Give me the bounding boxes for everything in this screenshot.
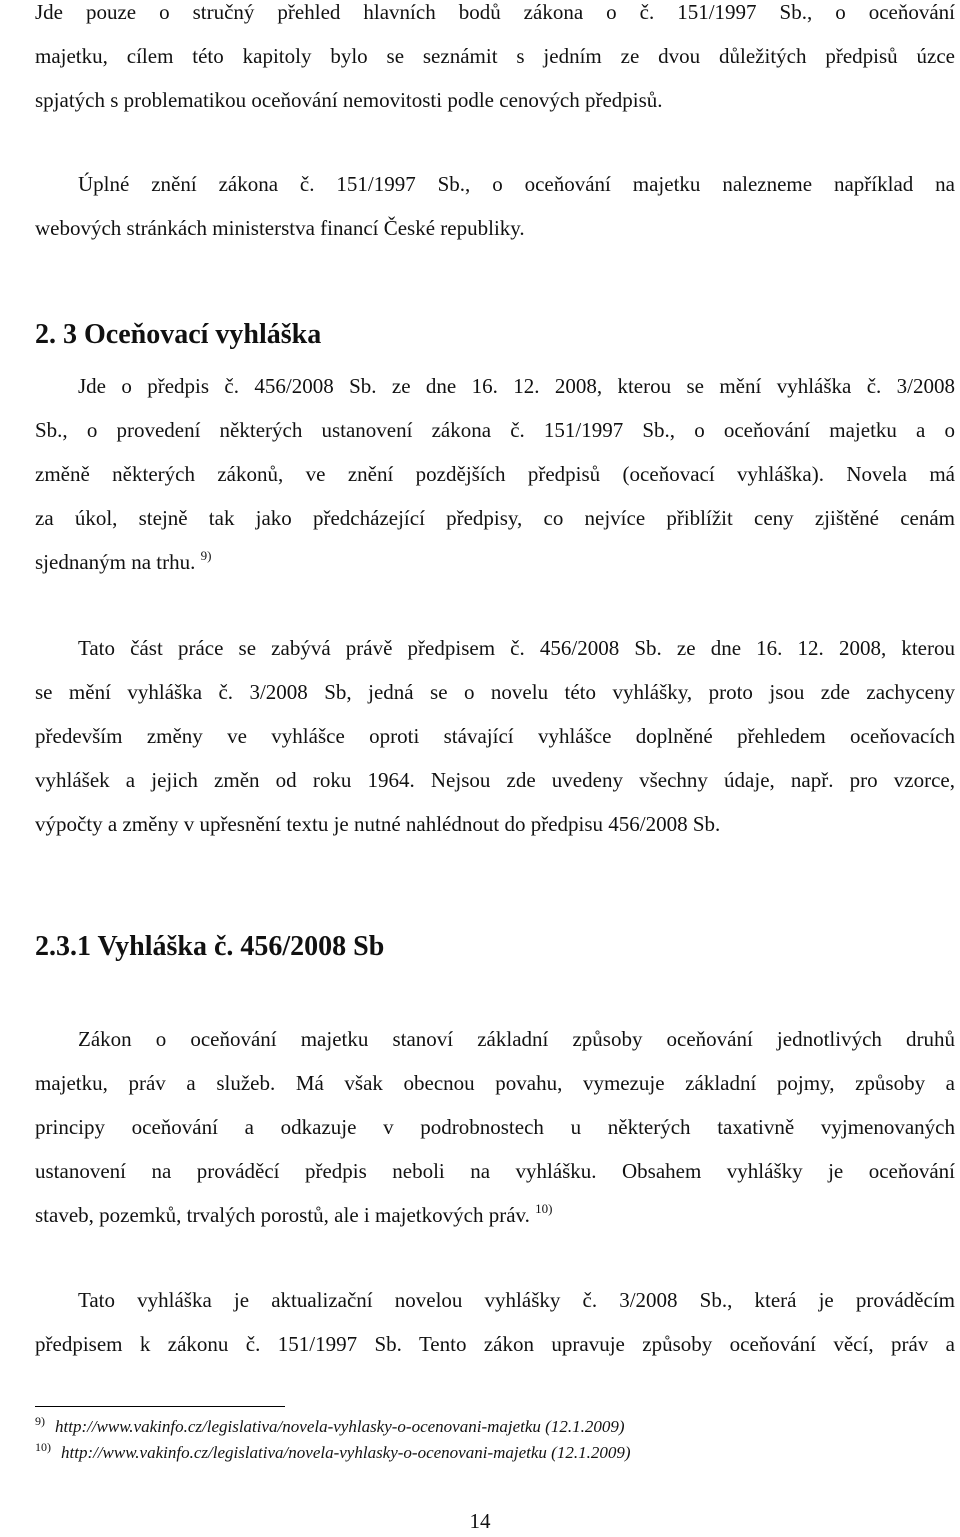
- paragraph-full-text-reference: [35, 162, 955, 250]
- paragraph-line: Úplné znění zákona č. 151/1997 Sb., o oceňování majetku nalezneme například na: [78, 172, 955, 196]
- paragraph-line: principy oceňování a odkazuje v podrobnostech u některých taxativně vyjmenovaných: [35, 1115, 955, 1139]
- paragraph-decree-description: [35, 364, 955, 584]
- paragraph-line: Tato část práce se zabývá právě předpisem č. 456/2008 Sb. ze dne 16. 12. 2008, kterou: [78, 636, 955, 660]
- paragraph-line: Jde pouze o stručný přehled hlavních bodů zákona o č. 151/1997 Sb., o oceňování: [35, 0, 955, 24]
- paragraph-line-text: sjednaným na trhu.: [35, 550, 196, 574]
- footnote-10: [35, 1442, 631, 1464]
- paragraph-line: webových stránkách ministerstva financí České republiky.: [35, 216, 525, 240]
- paragraph-line: spjatých s problematikou oceňování nemovitosti podle cenových předpisů.: [35, 88, 663, 112]
- footnote-number: 9): [35, 1414, 45, 1428]
- paragraph-line: výpočty a změny v upřesnění textu je nutné nahlédnout do předpisu 456/2008 Sb.: [35, 812, 721, 836]
- footnote-reference: 10): [535, 1201, 553, 1216]
- paragraph-line: za úkol, stejně tak jako předcházející předpisy, co nejvíce přiblížit ceny zjištěné cenám: [35, 506, 955, 530]
- paragraph-intro: [35, 0, 955, 122]
- section-heading-2-3-1: 2.3.1 Vyhláška č. 456/2008 Sb: [35, 931, 385, 962]
- footnote-separator: [35, 1406, 285, 1407]
- paragraph-line-with-ref: [35, 540, 955, 584]
- paragraph-line: vyhlášek a jejich změn od roku 1964. Nejsou zde uvedeny všechny údaje, např. pro vzorce,: [35, 768, 955, 792]
- footnote-number: 10): [35, 1440, 51, 1454]
- footnote-link[interactable]: http://www.vakinfo.cz/legislativa/novela-vyhlasky-o-ocenovani-majetku (12.1.2009): [61, 1443, 631, 1462]
- section-heading-2-3: 2. 3 Oceňovací vyhláška: [35, 319, 322, 350]
- paragraph-line: se mění vyhláška č. 3/2008 Sb, jedná se o novelu této vyhlášky, proto jsou zde zachyceny: [35, 680, 955, 704]
- paragraph-amendment: [35, 1278, 955, 1366]
- paragraph-valuation-law: [35, 1017, 955, 1237]
- footnote-9: [35, 1416, 625, 1438]
- paragraph-line: Zákon o oceňování majetku stanoví základní způsoby oceňování jednotlivých druhů: [78, 1027, 955, 1051]
- paragraph-line: ustanovení na prováděcí předpis neboli na vyhlášku. Obsahem vyhlášky je oceňování: [35, 1159, 955, 1183]
- paragraph-line: majetku, cílem této kapitoly bylo se seznámit s jedním ze dvou důležitých předpisů úzce: [35, 44, 955, 68]
- paragraph-line: především změny ve vyhlášce oproti stávající vyhlášce doplněné přehledem oceňovacích: [35, 724, 955, 748]
- paragraph-line-with-ref: [35, 1193, 955, 1237]
- paragraph-line: změně některých zákonů, ve znění pozdějších předpisů (oceňovací vyhláška). Novela má: [35, 462, 955, 486]
- paragraph-line: Sb., o provedení některých ustanovení zákona č. 151/1997 Sb., o oceňování majetku a o: [35, 418, 955, 442]
- paragraph-scope: [35, 626, 955, 846]
- paragraph-line: Tato vyhláška je aktualizační novelou vyhlášky č. 3/2008 Sb., která je prováděcím: [78, 1288, 955, 1312]
- paragraph-line: majetku, práv a služeb. Má však obecnou povahu, vymezuje základní pojmy, způsoby a: [35, 1071, 955, 1095]
- paragraph-line-text: staveb, pozemků, trvalých porostů, ale i majetkových práv.: [35, 1203, 530, 1227]
- paragraph-line: Jde o předpis č. 456/2008 Sb. ze dne 16. 12. 2008, kterou se mění vyhláška č. 3/2008: [78, 374, 955, 398]
- footnote-link[interactable]: http://www.vakinfo.cz/legislativa/novela-vyhlasky-o-ocenovani-majetku (12.1.2009): [55, 1417, 625, 1436]
- page-number: 14: [469, 1509, 491, 1533]
- footnote-reference: 9): [200, 548, 212, 563]
- paragraph-line: předpisem k zákonu č. 151/1997 Sb. Tento zákon upravuje způsoby oceňování věcí, práv a: [35, 1332, 955, 1356]
